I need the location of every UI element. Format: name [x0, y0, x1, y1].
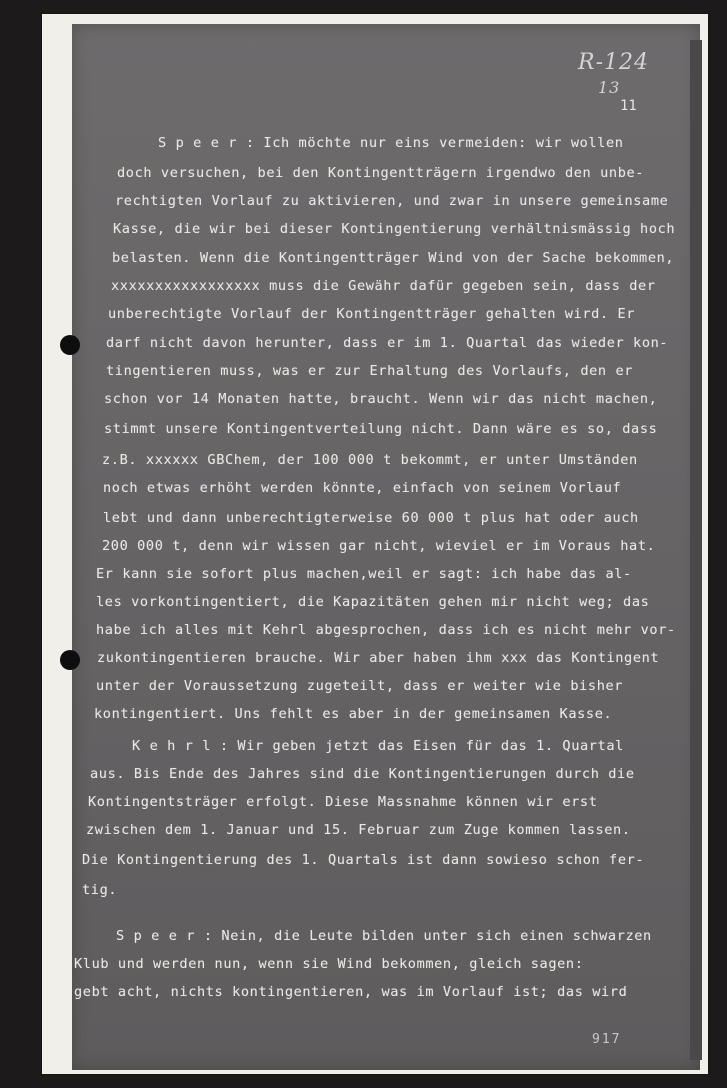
text-line: Er kann sie sofort plus machen,weil er sagt: ich habe das al- — [96, 566, 632, 582]
text-line: rechtigten Vorlauf zu aktivieren, und zwar in unsere gemeinsame — [115, 193, 669, 209]
text-line: lebt und dann unberechtigterweise 60 000 t plus hat oder auch — [103, 510, 639, 526]
text-line: gebt acht, nichts kontingentieren, was im Vorlauf ist; das wird — [74, 984, 628, 1000]
text-line: doch versuchen, bei den Kontingentträgern irgendwo den unbe- — [117, 165, 645, 181]
text-line: z.B. xxxxxx GBChem, der 100 000 t bekommt, er unter Umständen — [102, 452, 638, 468]
text-line: Kasse, die wir bei dieser Kontingentierung verhältnismässig hoch — [113, 221, 676, 237]
text-line: Die Kontingentierung des 1. Quartals ist dann sowieso schon fer- — [82, 852, 645, 868]
text-line: les vorkontingentiert, die Kapazitäten gehen mir nicht weg; das — [96, 594, 650, 610]
text-line: S p e e r : Ich möchte nur eins vermeiden: wir wollen — [158, 135, 624, 151]
text-line: kontingentiert. Uns fehlt es aber in der gemeinsamen Kasse. — [94, 706, 613, 722]
text-line: unberechtigte Vorlauf der Kontingentträger gehalten wird. Er — [108, 306, 636, 322]
text-line: noch etwas erhöht werden könnte, einfach von seinem Vorlauf — [103, 480, 622, 496]
text-line: stimmt unsere Kontingentverteilung nicht. Dann wäre es so, dass — [104, 421, 658, 437]
text-line: Klub und werden nun, wenn sie Wind bekommen, gleich sagen: — [74, 956, 584, 972]
text-line: aus. Bis Ende des Jahres sind die Kontingentierungen durch die — [90, 766, 635, 782]
text-line: habe ich alles mit Kehrl abgesprochen, dass ich es nicht mehr vor- — [96, 622, 676, 638]
text-line: belasten. Wenn die Kontingentträger Wind von der Sache bekommen, — [112, 250, 675, 266]
text-line: xxxxxxxxxxxxxxxxx muss die Gewähr dafür gegeben sein, dass der — [111, 278, 656, 294]
page-number: 11 — [620, 98, 637, 114]
text-line: Kontingentsträger erfolgt. Diese Massnahme können wir erst — [88, 794, 598, 810]
text-line: schon vor 14 Monaten hatte, braucht. Wenn wir das nicht machen, — [104, 391, 658, 407]
text-line: unter der Voraussetzung zugeteilt, dass er weiter wie bisher — [96, 678, 624, 694]
footer-stamp: 917 — [592, 1032, 622, 1047]
text-line: darf nicht davon herunter, dass er im 1. Quartal das wieder kon- — [106, 335, 669, 351]
archive-mark: R-124 — [578, 50, 649, 75]
punch-hole — [60, 335, 80, 355]
archive-mark-sub: 13 — [598, 78, 621, 97]
text-line: tingentieren muss, was er zur Erhaltung des Vorlaufs, den er — [106, 363, 634, 379]
punch-hole — [60, 650, 80, 670]
text-line: zwischen dem 1. Januar und 15. Februar zum Zuge kommen lassen. — [86, 822, 631, 838]
text-line: zukontingentieren brauche. Wir aber haben ihm xxx das Kontingent — [97, 650, 660, 666]
text-line: tig. — [82, 882, 118, 898]
text-line: S p e e r : Nein, die Leute bilden unter sich einen schwarzen — [116, 928, 652, 944]
text-line: 200 000 t, denn wir wissen gar nicht, wieviel er im Voraus hat. — [102, 538, 656, 554]
page-edge — [690, 40, 702, 1060]
text-line: K e h r l : Wir geben jetzt das Eisen für das 1. Quartal — [132, 738, 624, 754]
